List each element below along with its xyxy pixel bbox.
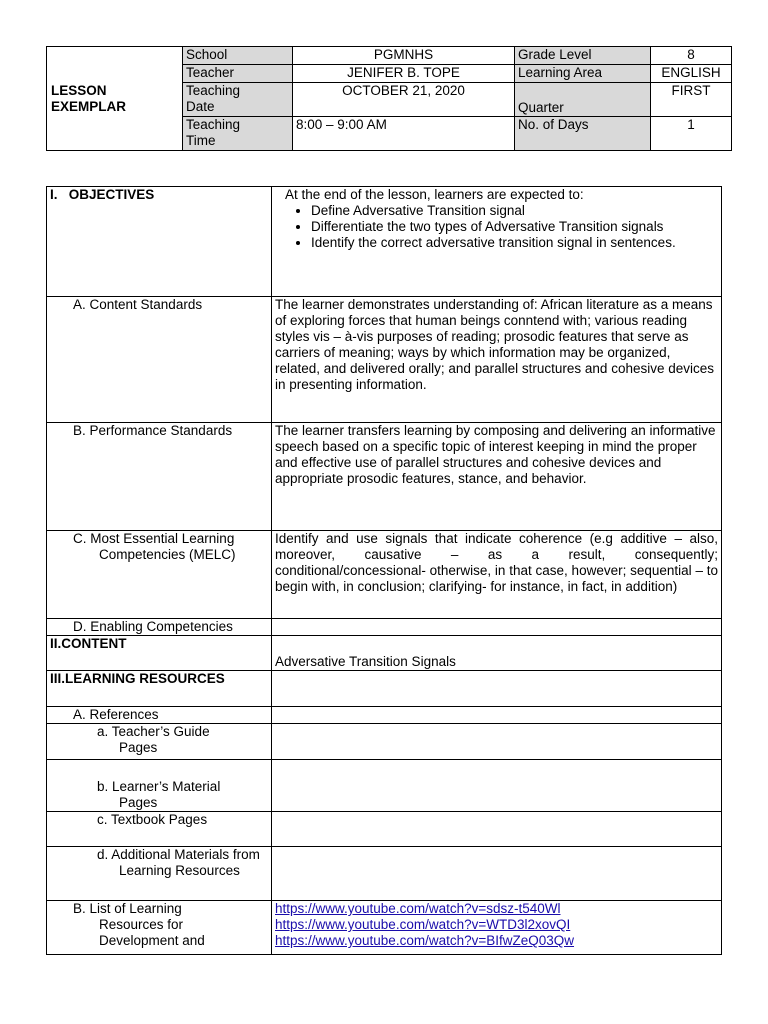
area-label: Learning Area [515,65,651,83]
lesson-exemplar-title: LESSON EXEMPLAR [47,47,183,151]
resources-label: III.LEARNING RESOURCES [47,671,272,707]
list-resources-label: B. List of Learning Resources for Development and [73,901,205,948]
objective-item: • Differentiate the two types of Adversative Transition signals [311,219,718,235]
resource-link[interactable]: https://www.youtube.com/watch?v=BIfwZeQ03Qw [275,933,575,948]
teacher-value: JENIFER B. TOPE [293,65,515,83]
objective-item: • Define Adversative Transition signal [311,203,718,219]
grade-label: Grade Level [515,47,651,65]
days-label: No. of Days [515,117,651,151]
resource-link[interactable]: https://www.youtube.com/watch?v=sdsz-t540Wl [275,901,561,916]
area-value: ENGLISH [651,65,732,83]
learners-material-label: b. Learner’s Material Pages [97,779,221,810]
objectives-label: I. OBJECTIVES [47,187,272,297]
date-label: Teaching Date [183,83,293,117]
time-value: 8:00 – 9:00 AM [293,117,515,151]
melc-text: Identify and use signals that indicate coherence (e.g additive – also, moreover, causative – as a result, consequently; conditional/concessional- otherwise, in that case, however; sequential – to begin with, in conclusion; clarifying- for instance, in fact, in addition) [272,531,722,619]
enabling-text [272,619,722,636]
teachers-guide-label: a. Teacher’s Guide Pages [97,724,210,755]
performance-standards-label: B. Performance Standards [47,423,272,531]
objective-item: • Identify the correct adversative transition signal in sentences. [311,235,718,251]
content-standards-label: A. Content Standards [47,297,272,423]
enabling-label: D. Enabling Competencies [47,619,272,636]
teacher-label: Teacher [183,65,293,83]
lesson-plan-table [46,186,722,955]
content-text: Adversative Transition Signals [272,636,722,671]
days-value: 1 [651,117,732,151]
references-label: A. References [47,707,272,724]
resource-links-cell [272,901,722,955]
quarter-value: FIRST [651,83,732,117]
objectives-list [275,203,718,251]
date-value: OCTOBER 21, 2020 [293,83,515,117]
content-label: II.CONTENT [47,636,272,671]
textbook-pages-label: c. Textbook Pages [97,812,208,827]
resource-link[interactable]: https://www.youtube.com/watch?v=WTD3l2xovQI [275,917,571,932]
additional-materials-label: d. Additional Materials from Learning Resources [97,847,260,878]
school-value: PGMNHS [293,47,515,65]
objectives-intro: At the end of the lesson, learners are expected to: [285,187,584,202]
objectives-cell [272,187,722,297]
content-standards-text: The learner demonstrates understanding of: African literature as a means of exploring forces that human beings conntend with; various reading styles vis – à-vis purposes of reading; prosodic features that serve as carriers of meaning; ways by which information may be organized, related, and delivered orally; and parallel structures and cohesive devices in presenting information. [272,297,722,423]
time-label: Teaching Time [183,117,293,151]
grade-value: 8 [651,47,732,65]
performance-standards-text: The learner transfers learning by composing and delivering an informative speech based on a specific topic of interest keeping in mind the proper and effective use of parallel structures and cohesive devices and appropriate prosodic features, stance, and behavior. [272,423,722,531]
melc-label: C. Most Essential Learning Competencies (MELC) [73,531,236,562]
school-label: School [183,47,293,65]
melc-label-cell [47,531,272,619]
quarter-label: Quarter [515,83,651,117]
lesson-header-table [46,46,732,151]
